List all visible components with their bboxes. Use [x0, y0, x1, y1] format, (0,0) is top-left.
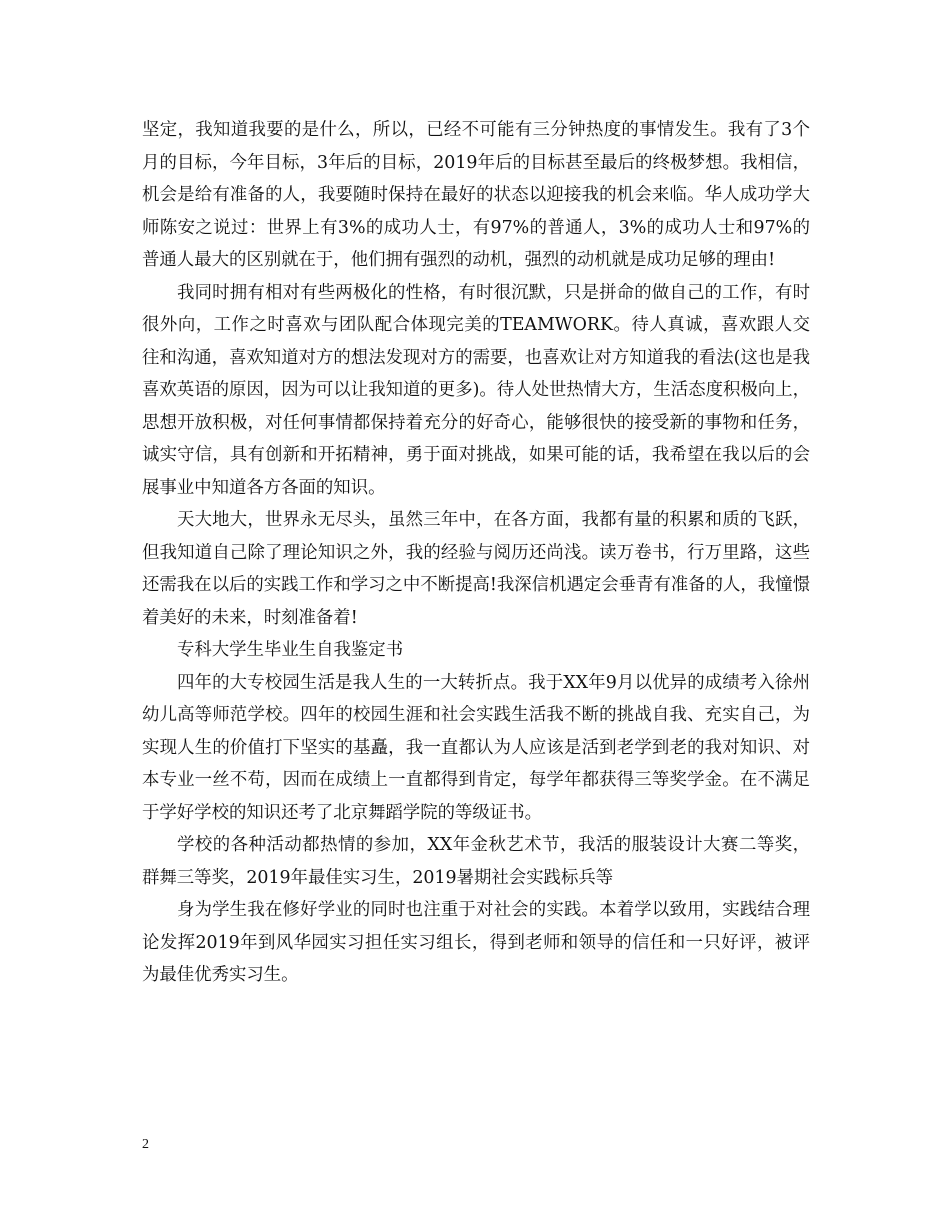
page-number: 2 [142, 1137, 149, 1152]
section-heading: 专科大学生毕业生自我鉴定书 [177, 640, 404, 660]
paragraph-1: 坚定，我知道我要的是什么，所以，已经不可能有三分钟热度的事情发生。我有了3个月的目标，今年目标，3年后的目标，2019年后的目标甚至最后的终极梦想。我相信，机会是给有准备的人，我要随时保持在最好的状态以迎接我的机会来临。华人成功学大师陈安之说过：世界上有3%的成功人士，有97%的普通人，3%的成功人士和97%的普通人最大的区别就在于，他们拥有强烈的动机，强烈的动机就是成功足够的理由! [142, 120, 810, 270]
paragraph-4: 四年的大专校园生活是我人生的一大转折点。我于XX年9月以优异的成绩考入徐州幼儿高等师范学校。四年的校园生涯和社会实践生活我不断的挑战自我、充实自己，为实现人生的价值打下坚实的基矗，我一直都认为人应该是活到老学到老的我对知识、对本专业一丝不苟，因而在成绩上一直都得到肯定，每学年都获得三等奖学金。在不满足于学好学校的知识还考了北京舞蹈学院的等级证书。 [142, 672, 810, 823]
paragraph-5: 学校的各种活动都热情的参加，XX年金秋艺术节，我活的服装设计大赛二等奖，群舞三等奖，2019年最佳实习生，2019暑期社会实践标兵等 [142, 835, 810, 888]
paragraph-3: 天大地大，世界永无尽头，虽然三年中，在各方面，我都有量的积累和质的飞跃，但我知道自己除了理论知识之外，我的经验与阅历还尚浅。读万卷书，行万里路，这些还需我在以后的实践工作和学习之中不断提高!我深信机遇定会垂青有准备的人，我憧憬着美好的未来，时刻准备着! [142, 510, 810, 628]
paragraph-6: 身为学生我在修好学业的同时也注重于对社会的实践。本着学以致用，实践结合理论发挥2019年到风华园实习担任实习组长，得到老师和领导的信任和一只好评，被评为最佳优秀实习生。 [142, 900, 810, 985]
paragraph-2: 我同时拥有相对有些两极化的性格，有时很沉默，只是拼命的做自己的工作，有时很外向，工作之时喜欢与团队配合体现完美的TEAMWORK。待人真诚，喜欢跟人交往和沟通，喜欢知道对方的想法发现对方的需要，也喜欢让对方知道我的看法(这也是我喜欢英语的原因，因为可以让我知道的更多)。待人处世热情大方，生活态度积极向上，思想开放积极，对任何事情都保持着充分的好奇心，能够很快的接受新的事物和任务，诚实守信，具有创新和开拓精神，勇于面对挑战，如果可能的话，我希望在我以后的会展事业中知道各方各面的知识。 [142, 282, 810, 498]
document-body [142, 114, 810, 992]
